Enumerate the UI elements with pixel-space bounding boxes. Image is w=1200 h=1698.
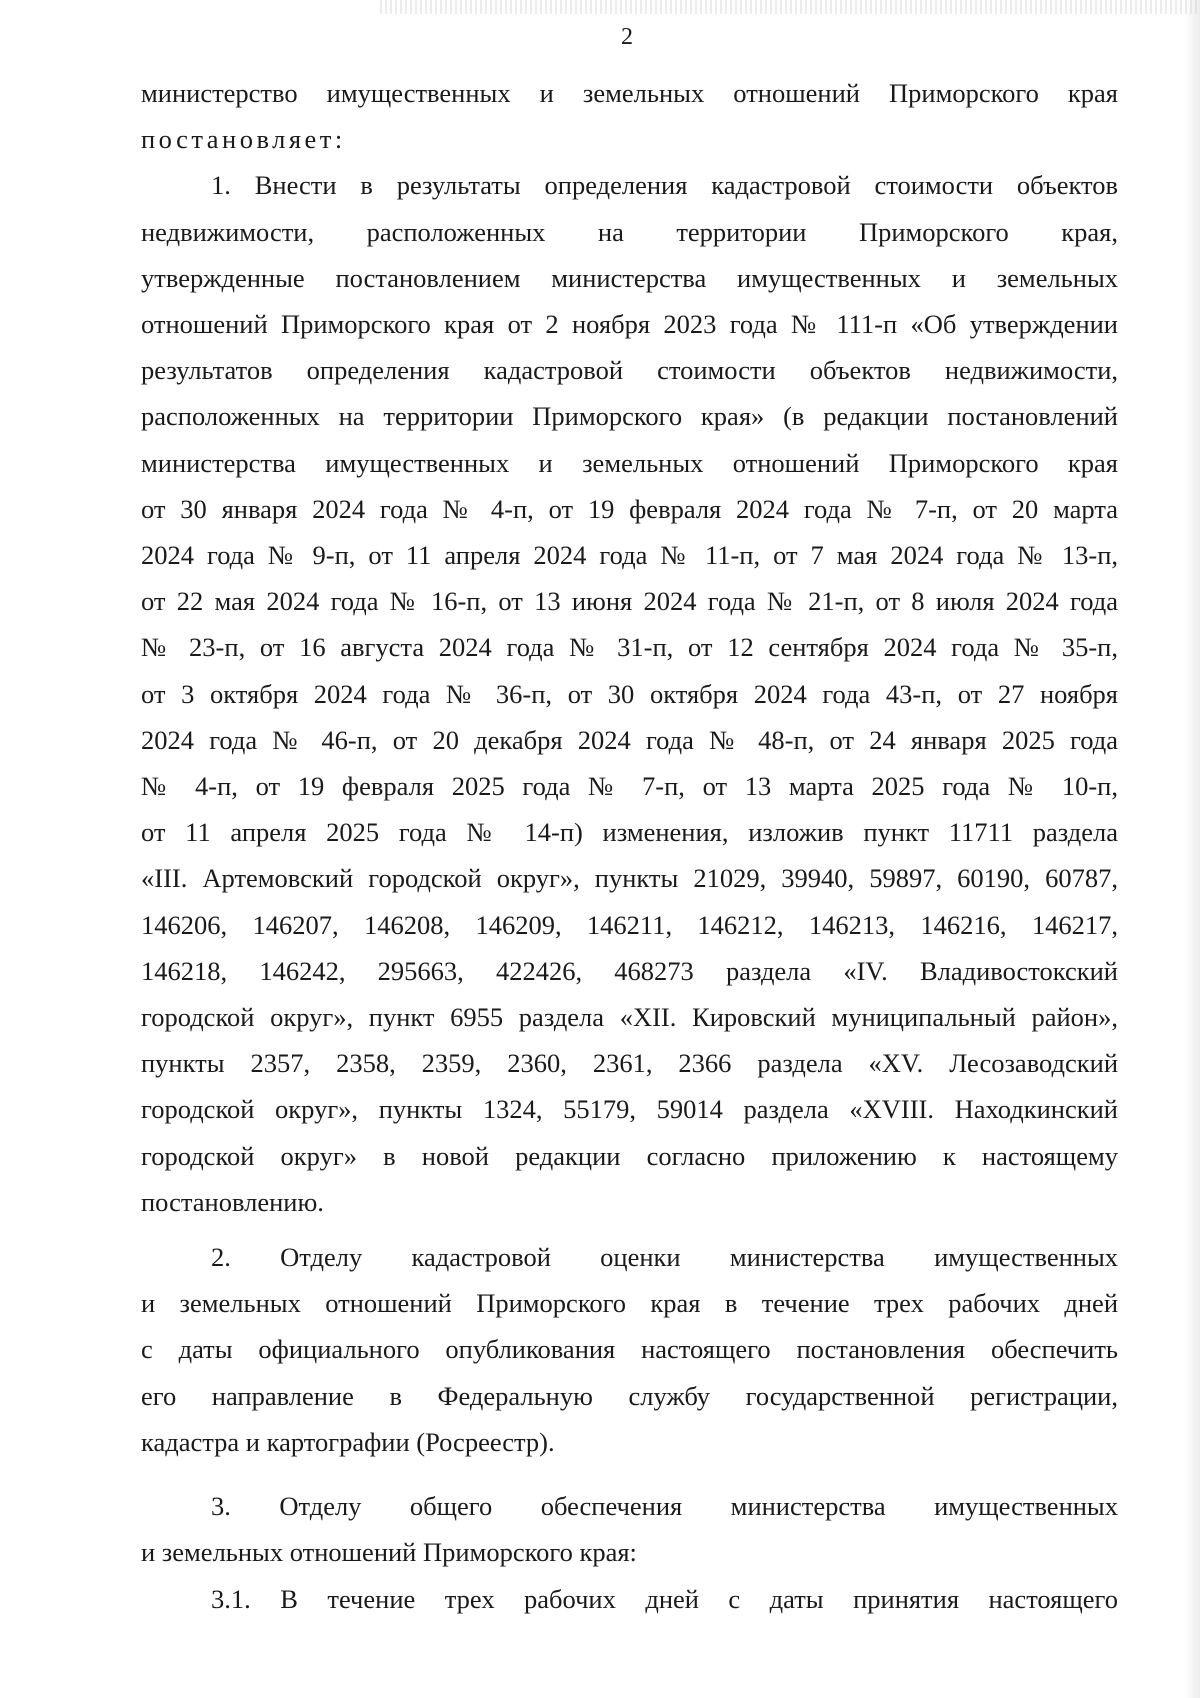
intro-line: министерство имущественных и земельных отношений Приморского края: [141, 78, 1118, 108]
paragraph-1-line: 146218, 146242, 295663, 422426, 468273 раздела «IV. Владивостокский: [141, 955, 1118, 986]
paragraph-1-line: утвержденные постановлением министерства имущественных и земельных: [141, 262, 1118, 293]
paragraph-1-line: отношений Приморского края от 2 ноября 2023 года № 111-п «Об утверждении: [141, 309, 1118, 340]
paragraph-2-line: с даты официального опубликования настоящего постановления обеспечить: [141, 1334, 1118, 1365]
paragraph-2-line: его направление в Федеральную службу государственной регистрации,: [141, 1380, 1118, 1411]
paragraph-2-line: кадастра и картографии (Росреестр).: [141, 1426, 555, 1457]
paragraph-3-line: 3. Отделу общего обеспечения министерства имущественных: [211, 1491, 1118, 1522]
paragraph-2: [141, 1234, 1118, 1465]
paragraph-1-line: № 23-п, от 16 августа 2024 года № 31-п, от 12 сентября 2024 года № 35-п,: [141, 632, 1118, 663]
paragraph-1-line: результатов определения кадастровой стоимости объектов недвижимости,: [141, 355, 1118, 386]
paragraph-1-line: от 3 октября 2024 года № 36-п, от 30 октября 2024 года 43-п, от 27 ноября: [141, 678, 1118, 709]
paragraph-2-line: и земельных отношений Приморского края в течение трех рабочих дней: [141, 1288, 1118, 1319]
paragraph-3-1: [141, 1576, 1118, 1622]
paragraph-1-line: № 4-п, от 19 февраля 2025 года № 7-п, от 13 марта 2025 года № 10-п,: [141, 771, 1118, 802]
paragraph-1-line: 2024 года № 9-п, от 11 апреля 2024 года № 11-п, от 7 мая 2024 года № 13-п,: [141, 540, 1118, 571]
paragraph-3-1-line: 3.1. В течение трех рабочих дней с даты принятия настоящего: [211, 1583, 1118, 1614]
paragraph-1-line: городской округ» в новой редакции согласно приложению к настоящему: [141, 1140, 1118, 1171]
paragraph-1-line: министерства имущественных и земельных отношений Приморского края: [141, 447, 1118, 478]
paragraph-1: [141, 162, 1118, 1225]
intro-paragraph: [141, 70, 1118, 162]
paragraph-3: [141, 1483, 1118, 1575]
paragraph-1-line: городской округ», пункт 6955 раздела «XII. Кировский муниципальный район»,: [141, 1002, 1118, 1033]
paragraph-1-line: постановлению.: [141, 1186, 324, 1217]
paragraph-1-line: от 30 января 2024 года № 4-п, от 19 февраля 2024 года № 7-п, от 20 марта: [141, 493, 1118, 524]
scan-artifact-top: [380, 0, 1200, 14]
paragraph-1-line: расположенных на территории Приморского края» (в редакции постановлений: [141, 401, 1118, 432]
page-number: 2: [621, 24, 633, 50]
paragraph-2-line: 2. Отделу кадастровой оценки министерства имущественных: [211, 1242, 1118, 1273]
paragraph-1-line: «III. Артемовский городской округ», пункты 21029, 39940, 59897, 60190, 60787,: [141, 863, 1118, 894]
paragraph-1-line: 1. Внести в результаты определения кадастровой стоимости объектов: [211, 170, 1118, 201]
paragraph-1-line: недвижимости, расположенных на территории Приморского края,: [141, 216, 1118, 247]
paragraph-1-line: 2024 года № 46-п, от 20 декабря 2024 года № 48-п, от 24 января 2025 года: [141, 724, 1118, 755]
document-body: [141, 70, 1118, 1622]
paragraph-1-line: от 11 апреля 2025 года № 14-п) изменения, изложив пункт 11711 раздела: [141, 817, 1118, 848]
paragraph-1-line: пункты 2357, 2358, 2359, 2360, 2361, 2366 раздела «XV. Лесозаводский: [141, 1048, 1118, 1079]
paragraph-1-line: 146206, 146207, 146208, 146209, 146211, 146212, 146213, 146216, 146217,: [141, 909, 1118, 940]
intro-decision-word: постановляет:: [141, 124, 346, 155]
paragraph-1-line: от 22 мая 2024 года № 16-п, от 13 июня 2024 года № 21-п, от 8 июля 2024 года: [141, 586, 1118, 617]
paragraph-3-line: и земельных отношений Приморского края:: [141, 1537, 637, 1568]
scan-artifact-right: [1184, 0, 1200, 1698]
paragraph-1-line: городской округ», пункты 1324, 55179, 59014 раздела «XVIII. Находкинский: [141, 1094, 1118, 1125]
